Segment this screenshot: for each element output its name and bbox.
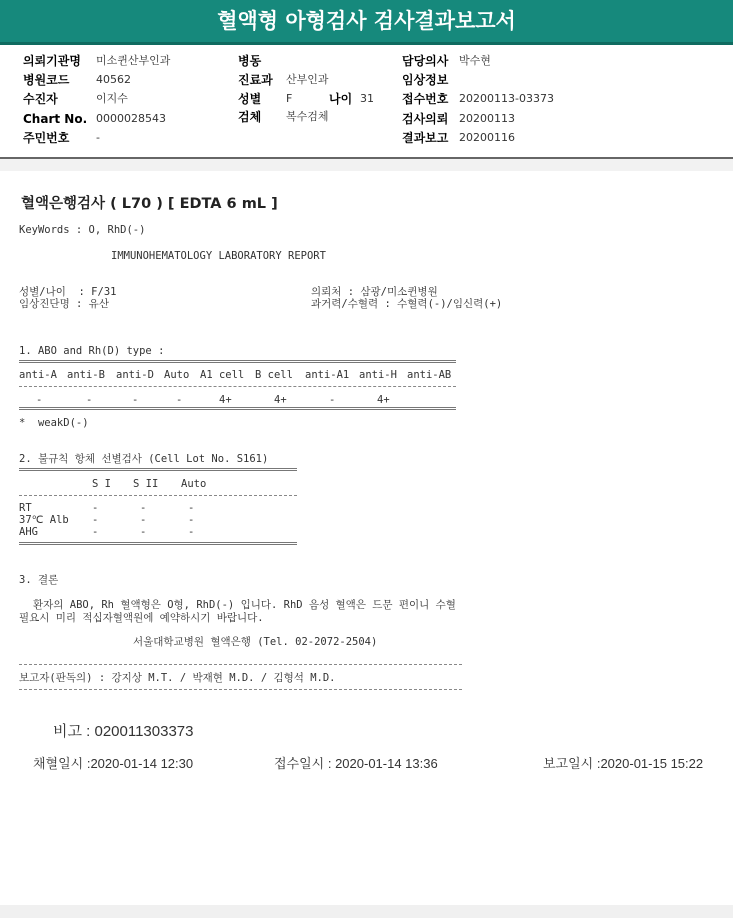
org-value: 미소퀸산부인과 bbox=[96, 54, 171, 67]
weak-note: * weakD(-) bbox=[19, 417, 89, 429]
rrn-value: - bbox=[96, 131, 100, 144]
abo-header: anti-AB bbox=[407, 369, 452, 381]
screen-cell: - bbox=[188, 502, 195, 514]
chart-value: 0000028543 bbox=[96, 112, 166, 125]
doctor-label: 담당의사 bbox=[402, 54, 449, 68]
screen-row-label: 37℃ Alb bbox=[19, 514, 69, 526]
diagnosis: 임상진단명 : 유산 bbox=[19, 298, 109, 310]
request-value: 20200113 bbox=[459, 112, 515, 125]
bottom-strip bbox=[0, 905, 733, 918]
screen-cell: - bbox=[140, 502, 147, 514]
sex-age: 성별/나이 : F/31 bbox=[19, 286, 117, 298]
specimen-value: 복수검체 bbox=[286, 110, 329, 123]
abo-header: A1 cell bbox=[200, 369, 245, 381]
chart-label: Chart No. bbox=[23, 112, 88, 126]
report-value: 20200116 bbox=[459, 131, 515, 144]
screen-row-label: RT bbox=[19, 502, 32, 514]
note: 비고 : 020011303373 bbox=[53, 723, 194, 740]
receive-time: 접수일시 : 2020-01-14 13:36 bbox=[274, 756, 438, 771]
abo-value: - bbox=[86, 394, 93, 406]
patient-info-panel bbox=[0, 45, 733, 159]
receipt-label: 접수번호 bbox=[402, 92, 449, 106]
double-rule bbox=[19, 542, 297, 545]
rrn-label: 주민번호 bbox=[23, 131, 70, 145]
report-title: 혈액형 아형검사 검사결과보고서 bbox=[0, 0, 733, 45]
sex-label: 성별 bbox=[238, 92, 262, 106]
section-divider bbox=[0, 159, 733, 171]
report-time: 보고일시 :2020-01-15 15:22 bbox=[543, 756, 704, 771]
keywords: KeyWords : O, RhD(-) bbox=[19, 224, 146, 236]
abo-value: - bbox=[36, 394, 43, 406]
request-label: 검사의뢰 bbox=[402, 112, 449, 126]
double-rule bbox=[19, 360, 456, 363]
screen-header: S II bbox=[133, 478, 159, 490]
abo-header: Auto bbox=[164, 369, 190, 381]
conclusion-line: 환자의 ABO, Rh 혈액형은 O형, RhD(-) 입니다. RhD 음성 혈액은 드문 편이니 수혈 bbox=[33, 599, 456, 611]
referrer: 의뢰처 : 삼광/미소퀸병원 bbox=[311, 286, 438, 298]
screen-cell: - bbox=[188, 526, 195, 538]
screen-title: 2. 불규칙 항체 선별검사 (Cell Lot No. S161) bbox=[19, 453, 269, 465]
double-rule bbox=[19, 468, 297, 471]
screen-cell: - bbox=[140, 526, 147, 538]
abo-value: 4+ bbox=[377, 394, 390, 406]
screen-header: Auto bbox=[181, 478, 207, 490]
sex-value: F bbox=[286, 92, 293, 105]
abo-header: anti-D bbox=[116, 369, 154, 381]
screen-cell: - bbox=[140, 514, 147, 526]
doctor-value: 박수현 bbox=[459, 54, 491, 67]
history: 과거력/수혈력 : 수혈력(-)/임신력(+) bbox=[311, 298, 503, 310]
dashed-rule bbox=[19, 664, 462, 665]
abo-title: 1. ABO and Rh(D) type : bbox=[19, 345, 165, 357]
abo-header: anti-A bbox=[19, 369, 57, 381]
report-label: 결과보고 bbox=[402, 131, 449, 145]
screen-cell: - bbox=[92, 514, 99, 526]
abo-header: anti-H bbox=[359, 369, 397, 381]
abo-value: - bbox=[329, 394, 336, 406]
abo-value: 4+ bbox=[274, 394, 287, 406]
conclusion-title: 3. 결론 bbox=[19, 574, 59, 586]
dashed-rule bbox=[19, 386, 456, 387]
receipt-value: 20200113-03373 bbox=[459, 92, 554, 105]
clinical-label: 임상정보 bbox=[402, 73, 449, 87]
code-label: 병원코드 bbox=[23, 73, 70, 87]
section-title: 혈액은행검사 ( L70 ) [ EDTA 6 mL ] bbox=[21, 196, 278, 212]
ward-label: 병동 bbox=[238, 54, 262, 68]
dept-label: 진료과 bbox=[238, 73, 273, 87]
specimen-label: 검체 bbox=[238, 110, 262, 124]
age-value: 31 bbox=[360, 92, 374, 105]
abo-value: 4+ bbox=[219, 394, 232, 406]
org-label: 의뢰기관명 bbox=[23, 54, 81, 68]
abo-header: anti-B bbox=[67, 369, 105, 381]
patient-value: 이지수 bbox=[96, 92, 128, 105]
blood-bank: 서울대학교병원 혈액은행 (Tel. 02-2072-2504) bbox=[133, 636, 378, 648]
dept-value: 산부인과 bbox=[286, 73, 329, 86]
double-rule bbox=[19, 407, 456, 410]
patient-label: 수진자 bbox=[23, 92, 58, 106]
dashed-rule bbox=[19, 495, 297, 496]
reporters: 보고자(판독의) : 강지상 M.T. / 박재현 M.D. / 김형석 M.D. bbox=[19, 672, 336, 684]
age-label: 나이 bbox=[329, 92, 353, 106]
abo-value: - bbox=[176, 394, 183, 406]
lab-title: IMMUNOHEMATOLOGY LABORATORY REPORT bbox=[111, 250, 326, 262]
screen-header: S I bbox=[92, 478, 111, 490]
code-value: 40562 bbox=[96, 73, 131, 86]
conclusion-line: 필요시 미리 적십자혈액원에 예약하시기 바랍니다. bbox=[19, 612, 264, 624]
abo-header: B cell bbox=[255, 369, 293, 381]
screen-cell: - bbox=[92, 502, 99, 514]
screen-row-label: AHG bbox=[19, 526, 38, 538]
dashed-rule bbox=[19, 689, 462, 690]
collect-time: 채혈일시 :2020-01-14 12:30 bbox=[33, 756, 194, 771]
abo-header: anti-A1 bbox=[305, 369, 350, 381]
screen-cell: - bbox=[92, 526, 99, 538]
abo-value: - bbox=[132, 394, 139, 406]
screen-cell: - bbox=[188, 514, 195, 526]
